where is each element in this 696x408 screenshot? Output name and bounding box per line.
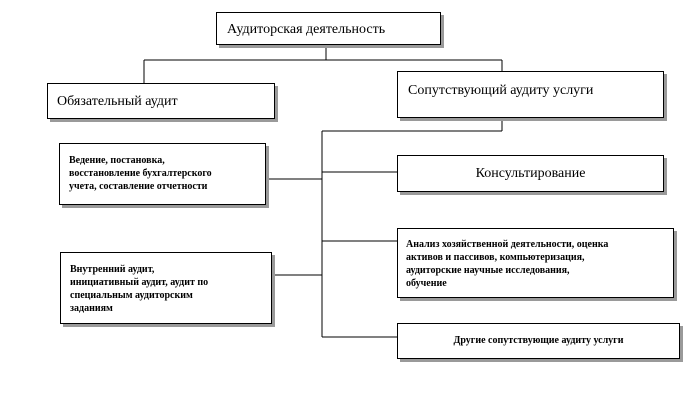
node-mandatory-audit (47, 83, 275, 119)
node-accounting-line: учета, составление отчетности (69, 181, 208, 192)
node-consulting (397, 155, 664, 192)
node-consulting-label: Консультирование (475, 166, 586, 181)
node-other-services (397, 323, 680, 359)
node-analysis-line: активов и пассивов, компьютеризация, (406, 252, 585, 263)
node-accounting-line: восстановление бухгалтерского (69, 168, 212, 179)
node-internal-audit (60, 252, 272, 324)
node-internal-audit-line: специальным аудиторским (70, 290, 193, 301)
node-accounting-line: Ведение, постановка, (69, 155, 165, 166)
node-audit-activity (216, 12, 441, 45)
node-related-services (397, 71, 664, 118)
node-audit-activity-label: Аудиторская деятельность (227, 22, 386, 37)
node-internal-audit-line: заданиям (70, 303, 113, 314)
node-analysis-line: обучение (406, 278, 447, 289)
node-other-services-label: Другие сопутствующие аудиту услуги (453, 335, 624, 346)
node-internal-audit-line: Внутренний аудит, (70, 264, 155, 275)
node-internal-audit-line: инициативный аудит, аудит по (70, 277, 209, 288)
node-mandatory-audit-label: Обязательный аудит (57, 94, 178, 109)
node-analysis-line: аудиторские научные исследования, (406, 265, 570, 276)
node-related-services-label: Сопутствующий аудиту услуги (408, 83, 594, 98)
node-analysis (397, 228, 674, 298)
node-analysis-line: Анализ хозяйственной деятельности, оценка (406, 239, 609, 250)
node-accounting (59, 143, 266, 205)
